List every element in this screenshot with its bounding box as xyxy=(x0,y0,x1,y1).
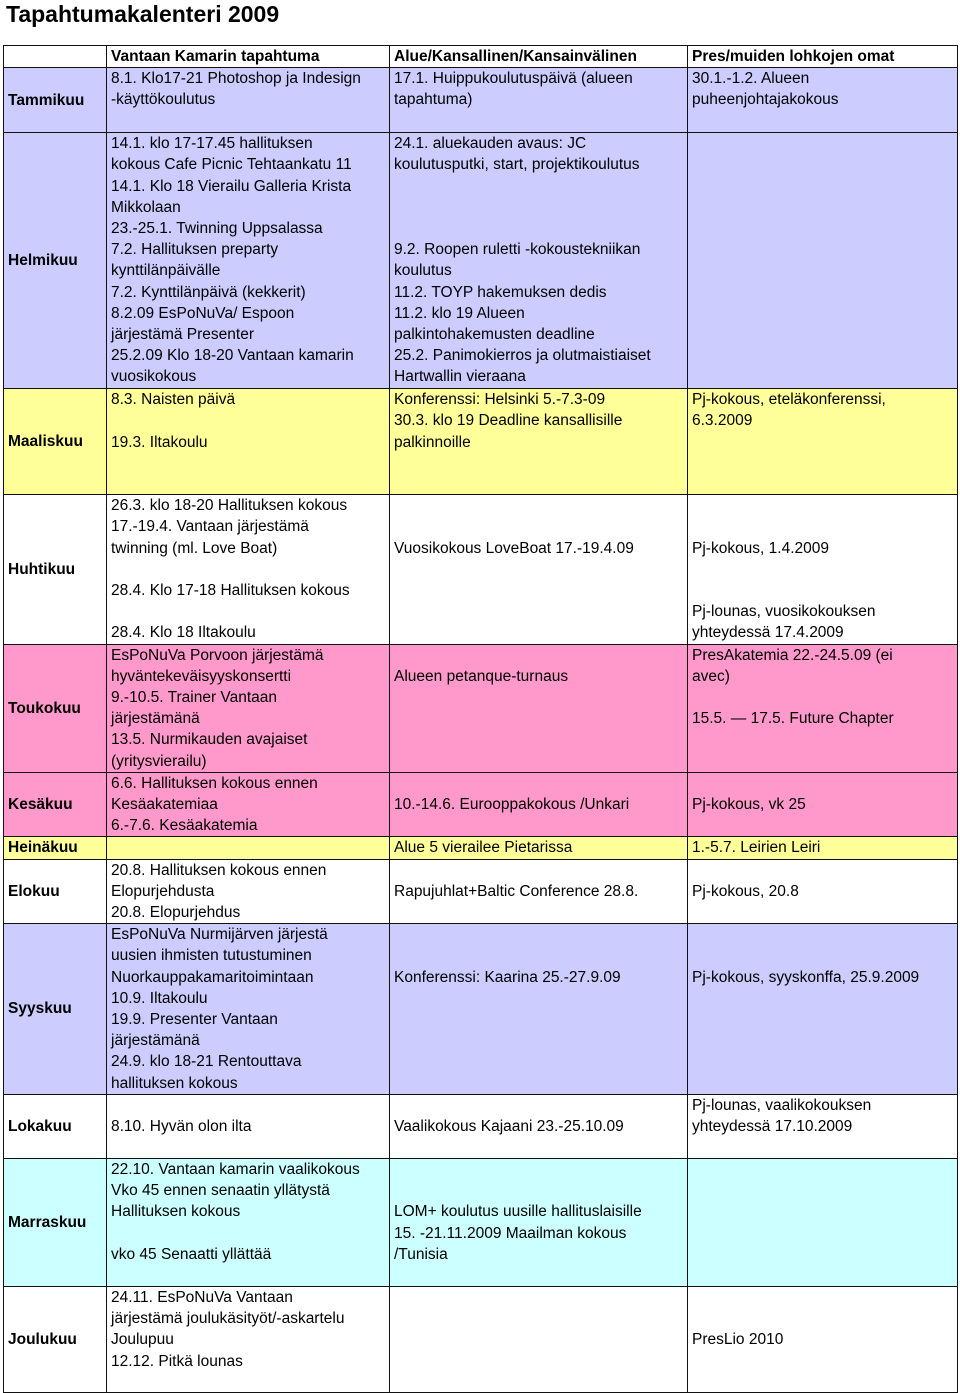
month-cell: Marraskuu xyxy=(4,1158,107,1286)
chamber-cell: 6.6. Hallituksen kokous ennen Kesäakatemiaa 6.-7.6. Kesäakatemia xyxy=(107,772,390,837)
regional-cell: LOM+ koulutus uusille hallituslaisille 15. -21.11.2009 Maailman kokous /Tunisia xyxy=(390,1158,688,1286)
table-row xyxy=(4,1158,958,1286)
regional-cell xyxy=(390,1286,688,1392)
chamber-cell: EsPoNuVa Nurmijärven järjestä uusien ihmisten tutustuminen Nuorkauppakamaritoimintaan 10.9. Iltakoulu 19.9. Presenter Vantaan järjestämänä 24.9. klo 18-21 Rentouttava hallituksen kokous xyxy=(107,924,390,1095)
regional-cell: Alue 5 vierailee Pietarissa xyxy=(390,837,688,859)
month-cell: Elokuu xyxy=(4,859,107,924)
president-cell: Pj-kokous, syyskonffa, 25.9.2009 xyxy=(688,924,958,1095)
president-cell: 30.1.-1.2. Alueen puheenjohtajakokous xyxy=(688,68,958,133)
president-cell: Pj-kokous, vk 25 xyxy=(688,772,958,837)
month-cell: Joulukuu xyxy=(4,1286,107,1392)
month-cell: Maaliskuu xyxy=(4,389,107,495)
president-cell xyxy=(688,133,958,389)
regional-cell: Alueen petanque-turnaus xyxy=(390,644,688,772)
table-row xyxy=(4,68,958,133)
header-president: Pres/muiden lohkojen omat xyxy=(688,46,958,68)
chamber-cell: 8.10. Hyvän olon ilta xyxy=(107,1094,390,1158)
chamber-cell xyxy=(107,837,390,859)
header-chamber: Vantaan Kamarin tapahtuma xyxy=(107,46,390,68)
regional-cell: 24.1. aluekauden avaus: JC koulutusputki, start, projektikoulutus 9.2. Roopen ruletti -kokoustekniikan koulutus 11.2. TOYP hakemuksen dedis 11.2. klo 19 Alueen palkintohakemusten deadline 25.2. Panimokierros ja olutmaistiaiset Hartwallin vieraana xyxy=(390,133,688,389)
chamber-cell: 14.1. klo 17-17.45 hallituksen kokous Cafe Picnic Tehtaankatu 11 14.1. Klo 18 Vierailu Galleria Krista Mikkolaan 23.-25.1. Twinning Uppsalassa 7.2. Hallituksen preparty kynttilänpäivälle 7.2. Kynttilänpäivä (kekkerit) 8.2.09 EsPoNuVa/ Espoon järjestämä Presenter 25.2.09 Klo 18-20 Vantaan kamarin vuosikokous xyxy=(107,133,390,389)
chamber-cell: 8.1. Klo17-21 Photoshop ja Indesign -käyttökoulutus xyxy=(107,68,390,133)
president-cell: 1.-5.7. Leirien Leiri xyxy=(688,837,958,859)
president-cell: Pj-kokous, 20.8 xyxy=(688,859,958,924)
regional-cell: Vaalikokous Kajaani 23.-25.10.09 xyxy=(390,1094,688,1158)
table-row xyxy=(4,389,958,495)
month-cell: Lokakuu xyxy=(4,1094,107,1158)
president-cell: PresAkatemia 22.-24.5.09 (ei avec) 15.5. — 17.5. Future Chapter xyxy=(688,644,958,772)
month-cell: Syyskuu xyxy=(4,924,107,1095)
month-cell: Tammikuu xyxy=(4,68,107,133)
header-regional: Alue/Kansallinen/Kansainvälinen xyxy=(390,46,688,68)
chamber-cell: 22.10. Vantaan kamarin vaalikokous Vko 45 ennen senaatin yllätystä Hallituksen kokous vko 45 Senaatti yllättää xyxy=(107,1158,390,1286)
table-row xyxy=(4,133,958,389)
month-cell: Toukokuu xyxy=(4,644,107,772)
event-calendar-table xyxy=(3,45,958,1393)
regional-cell: Konferenssi: Kaarina 25.-27.9.09 xyxy=(390,924,688,1095)
table-row xyxy=(4,1094,958,1158)
president-cell: Pj-lounas, vaalikokouksen yhteydessä 17.10.2009 xyxy=(688,1094,958,1158)
regional-cell: 17.1. Huippukoulutuspäivä (alueen tapahtuma) xyxy=(390,68,688,133)
month-cell: Kesäkuu xyxy=(4,772,107,837)
table-row xyxy=(4,924,958,1095)
chamber-cell: EsPoNuVa Porvoon järjestämä hyväntekeväisyyskonsertti 9.-10.5. Trainer Vantaan järjestämänä 13.5. Nurmikauden avajaiset (yritysvierailu) xyxy=(107,644,390,772)
regional-cell: Konferenssi: Helsinki 5.-7.3-09 30.3. klo 19 Deadline kansallisille palkinnoille xyxy=(390,389,688,495)
regional-cell: Rapujuhlat+Baltic Conference 28.8. xyxy=(390,859,688,924)
president-cell: Pj-kokous, 1.4.2009 Pj-lounas, vuosikokouksen yhteydessä 17.4.2009 xyxy=(688,495,958,644)
chamber-cell: 26.3. klo 18-20 Hallituksen kokous 17.-19.4. Vantaan järjestämä twinning (ml. Love Boat) 28.4. Klo 17-18 Hallituksen kokous 28.4. Klo 18 Iltakoulu xyxy=(107,495,390,644)
table-row xyxy=(4,837,958,859)
month-cell: Helmikuu xyxy=(4,133,107,389)
president-cell: PresLio 2010 xyxy=(688,1286,958,1392)
month-cell: Heinäkuu xyxy=(4,837,107,859)
table-row xyxy=(4,495,958,644)
page-title: Tapahtumakalenteri 2009 xyxy=(6,1,280,27)
header-month xyxy=(4,46,107,68)
chamber-cell: 8.3. Naisten päivä 19.3. Iltakoulu xyxy=(107,389,390,495)
chamber-cell: 24.11. EsPoNuVa Vantaan järjestämä joulukäsityöt/-askartelu Joulupuu 12.12. Pitkä lounas xyxy=(107,1286,390,1392)
regional-cell: Vuosikokous LoveBoat 17.-19.4.09 xyxy=(390,495,688,644)
president-cell xyxy=(688,1158,958,1286)
table-row xyxy=(4,772,958,837)
table-row xyxy=(4,644,958,772)
president-cell: Pj-kokous, eteläkonferenssi, 6.3.2009 xyxy=(688,389,958,495)
table-row xyxy=(4,859,958,924)
table-row xyxy=(4,1286,958,1392)
month-cell: Huhtikuu xyxy=(4,495,107,644)
header-row xyxy=(4,46,958,68)
regional-cell: 10.-14.6. Eurooppakokous /Unkari xyxy=(390,772,688,837)
chamber-cell: 20.8. Hallituksen kokous ennen Elopurjehdusta 20.8. Elopurjehdus xyxy=(107,859,390,924)
